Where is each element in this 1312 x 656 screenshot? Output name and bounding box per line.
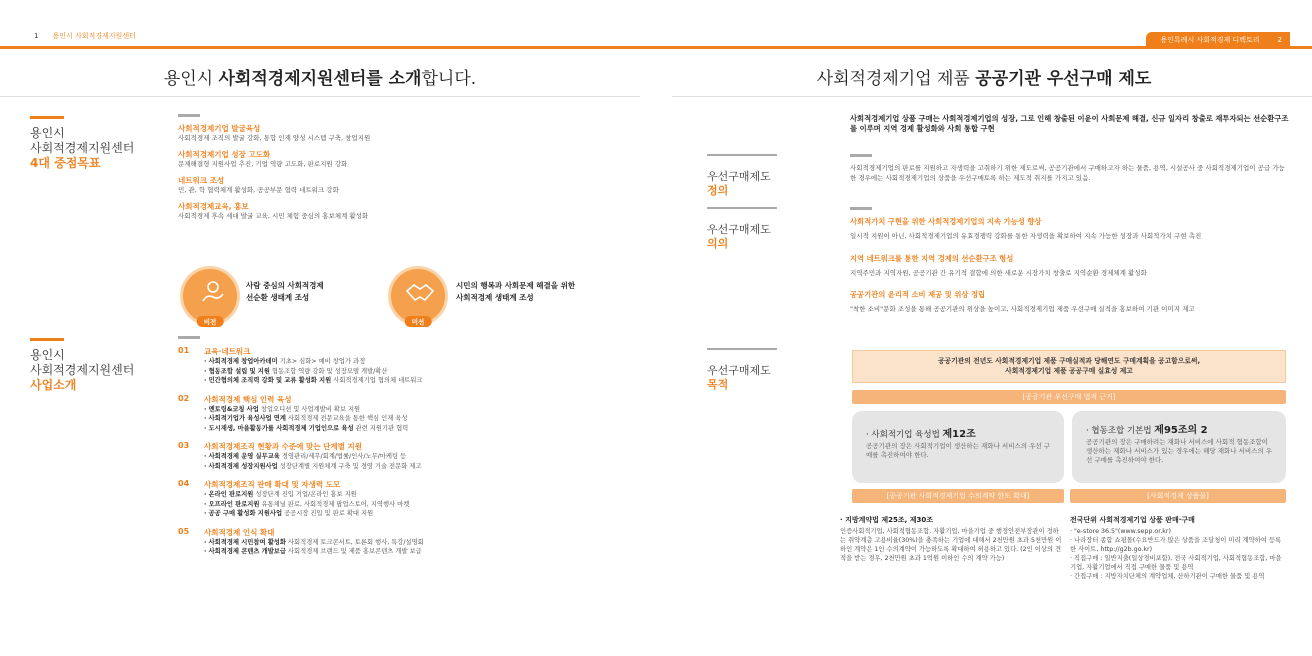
orange-accent-bar: [30, 338, 64, 341]
biz-item: 01 교육·네트워크 · 사회적경제 창업아카데미 기초> 심화> 예비 창업가 과정 · 협동조합 설립 및 지원 협동조합 역량 강화 및 성장모델 개발/확산 · 민간협의체 조직력 강화 및 교류 활성화 지원 사회적경제기업 협의체 네트워크: [178, 346, 423, 384]
mission-text: 시민의 행복과 사회문제 해결을 위한 사회적경제 생태계 조성: [456, 281, 576, 302]
right-page-title: 사회적경제기업 제품 공공기관 우선구매 제도: [816, 69, 1152, 89]
gray-accent-bar: [178, 114, 200, 117]
right-title-divider: [672, 96, 1312, 97]
goal-item: 사회적경제기업 발굴육성 사회적경제 조직의 발굴 강화, 통합 인재 양성 시스템 구축, 창업지원: [178, 124, 371, 142]
biz-list: [178, 336, 598, 565]
product-mall-text: 전국단위 사회적경제기업 상품 판매·구매 · "e-store 36.5"(www.sepp.or.kr) · 나라장터 종합 쇼핑몰(수요반드가 많은 상품을 조달청이 미리 계약하여 등록한 사이트, http://g2b.go.kr) · 직접구매 : 일반지출(일상경비포함), 전국 사회적기업, 사회적협동조합, 마을기업, 자활기업에서 직접 구매한 물품 및 용역 · 간접구매 : 지방자치단체의 계약업체, 산하기관이 구매한 물품 및 용역: [1070, 516, 1282, 580]
label-meaning: 우선구매제도 의의: [707, 207, 777, 251]
mission-tag: 미션: [405, 316, 432, 327]
left-page-title: 용인시 사회적경제지원센터를 소개합니다.: [163, 69, 477, 89]
left-page-tag: [34, 31, 136, 41]
person-hand-icon: [199, 279, 227, 305]
biz-label: 용인시 사회적경제지원센터 사업소개: [30, 338, 134, 393]
gray-accent-bar: [178, 336, 200, 339]
intro-text: 사회적경제기업 상품 구매는 사회적경제기업의 성장, 그로 인해 창출된 이윤이 사회문제 해결, 신규 일자리 창출로 재투자되는 선순환구조를 이루며 지역 경제 활성화와 사회 통합 구현: [850, 114, 1289, 133]
meaning-block: 사회적가치 구현을 위한 사회적경제기업의 지속 가능성 향상 일시적 지원이 아닌, 사회적경제기업의 유효경쟁력 강화를 통한 자생력을 확보하여 지속 가능한 성장과 사회적가치 구현 촉진 지역 네트워크를 통한 지역 경제의 선순환구조 형성 지역주민과 지역자원, 공공기관 간 유기적 결합에 의한 새로운 시장가치 창출로 지역순환 경제체계 활성화 공공기관의 윤리적 소비 제공 및 위상 정립 "착한 소비"문화 조성을 통해 공공기관의 위상을 높이고, 사회적경제기업 제품 우선구매 실적을 홍보하여 기관 이미지 제고: [850, 207, 1290, 315]
vision-badge: [180, 266, 240, 326]
label-definition: 우선구매제도 정의: [707, 154, 777, 198]
contract-limit-band: [공공기관 사회적경제기업 수의계약 한도 확대]: [852, 489, 1064, 503]
goal-item: 네트워크 조성 민, 관, 학 협력체계 활성화, 공공부문 협력 네트워크 강화: [178, 176, 339, 194]
law-card-social-enterprise: · 사회적기업 육성법 제12조 공공기관의 장은 사회적기업이 생산하는 재화나 서비스의 우선 구매를 촉진하여야 한다.: [852, 411, 1064, 483]
goals-label: 용인시 사회적경제지원센터 4대 중점목표: [30, 116, 134, 171]
biz-item: 02 사회적경제 핵심 인력 육성 · 멘토링&코칭 사업 창업오디션 및 사업계발비 확보 지원 · 사회적기업가 육성사업 연계 사회적경제 전문교육을 통한 핵심 인재 육성 · 도시재생, 마을활동가를 사회적경제 기업인으로 육성 관련 지원기관 협력: [178, 393, 409, 432]
right-page-tag: [1146, 32, 1290, 47]
product-mall-band: [사회적경제 상품몰]: [1070, 489, 1286, 503]
purpose-box: 공공기관의 전년도 사회적경제기업 제품 구매실적과 당해연도 구매계획을 공고함으로써, 사회적경제기업 제품 공공구매 실효성 제고: [852, 350, 1286, 383]
biz-item: 05 사회적경제 인식 확대 · 사회적경제 시민참여 활성화 사회적경제 토크콘서트, 토론회 행사, 특강/설명회 · 사회적경제 콘텐츠 개발보급 사회적경제 브랜드 및 제품 홍보콘텐츠 개발 보급: [178, 526, 424, 555]
definition-block: [850, 154, 1290, 183]
header-divider: [0, 46, 1312, 49]
orange-accent-bar: [30, 116, 64, 119]
mission-badge: [388, 266, 448, 326]
law-card-cooperative: · 협동조합 기본법 제95조의 2 공공기관의 장은 구매하려는 재화나 서비스에 사회적 협동조합이 생산하는 재화나 서비스가 있는 경우에는 해당 재화나 서비스의 우선 구매를 촉진하여야 한다.: [1072, 411, 1286, 483]
label-purpose: 우선구매제도 목적: [707, 348, 777, 392]
intro-block: [850, 114, 1290, 134]
right-section-name: 용인특례시 사회적경제 디렉토리: [1160, 36, 1260, 44]
goal-item: 사회적경제기업 성장 고도화 문제해결형 지원사업 추진, 기업 역량 고도화, 판로지원 강화: [178, 150, 348, 168]
goal-item: 사회적경제교육, 홍보 사회적경제 후속 세대 발굴 교육, 시민 체험 중심의 홍보체계 활성화: [178, 202, 369, 220]
left-page-number: 1: [34, 32, 39, 40]
vision-tag: 비전: [197, 316, 224, 327]
handshake-icon: [405, 281, 435, 305]
definition-text: 사회적경제기업의 판로를 지원하고 자생력을 고취하기 위한 제도로써, 공공기관에서 구매하고자 하는 물품, 용역, 시설공사 중 사회적경제기업이 공급 가능한 경우에는 사회적경제기업의 상품을 우선구매토록 하는 제도적 취지를 가지고 있음.: [850, 164, 1285, 182]
right-page-number: 2: [1277, 36, 1282, 44]
contract-law-text: · 지방계약법 제25조, 제30조 인증사회적기업, 사회적협동조합, 자활기업, 마을기업 중 행정안전부장관이 정하는 취약계층 고용비율(30%)을 충족하는 기업에 대해서 2천만원 초과 5천만원 이하인 계약은 1인 수의계약이 가능하도록 확대하여 허용하고 있다. (2인 이상의 견적을 받는 경우, 2천만원 초과 1억원 이하인 수의 계약 가능): [840, 516, 1062, 562]
left-title-divider: [0, 96, 640, 97]
goals-list: [178, 114, 598, 228]
biz-item: 04 사회적경제조직 판매 확대 및 자생력 도모 · 온라인 판로지원 성장단계 진입 기업/온라인 홍보 지원 · 오프라인 판로지원 유통채널 판로, 사회적경제 팝업스토어, 지역행사 마켓 · 공공 구매 활성화 지원사업 공공시장 진입 및 판로 확대 지원: [178, 479, 410, 517]
biz-item: 03 사회적경제조직 현황과 수준에 맞는 단계별 지원 · 사회적경제 운영 실무교육 경영관리/세무/회계/법률/인사/노무/마케팅 등 · 사회적경제 성장지원사업 성장단계별 지원체계 구축 및 경영 기술 전문화 제고: [178, 441, 422, 470]
left-section-name: 용인시 사회적경제지원센터: [52, 32, 136, 40]
vision-text: 사람 중심의 사회적경제 선순환 생태계 조성: [246, 281, 324, 302]
legal-basis-band: [공공기관 우선구매 법적 근거]: [852, 390, 1286, 404]
